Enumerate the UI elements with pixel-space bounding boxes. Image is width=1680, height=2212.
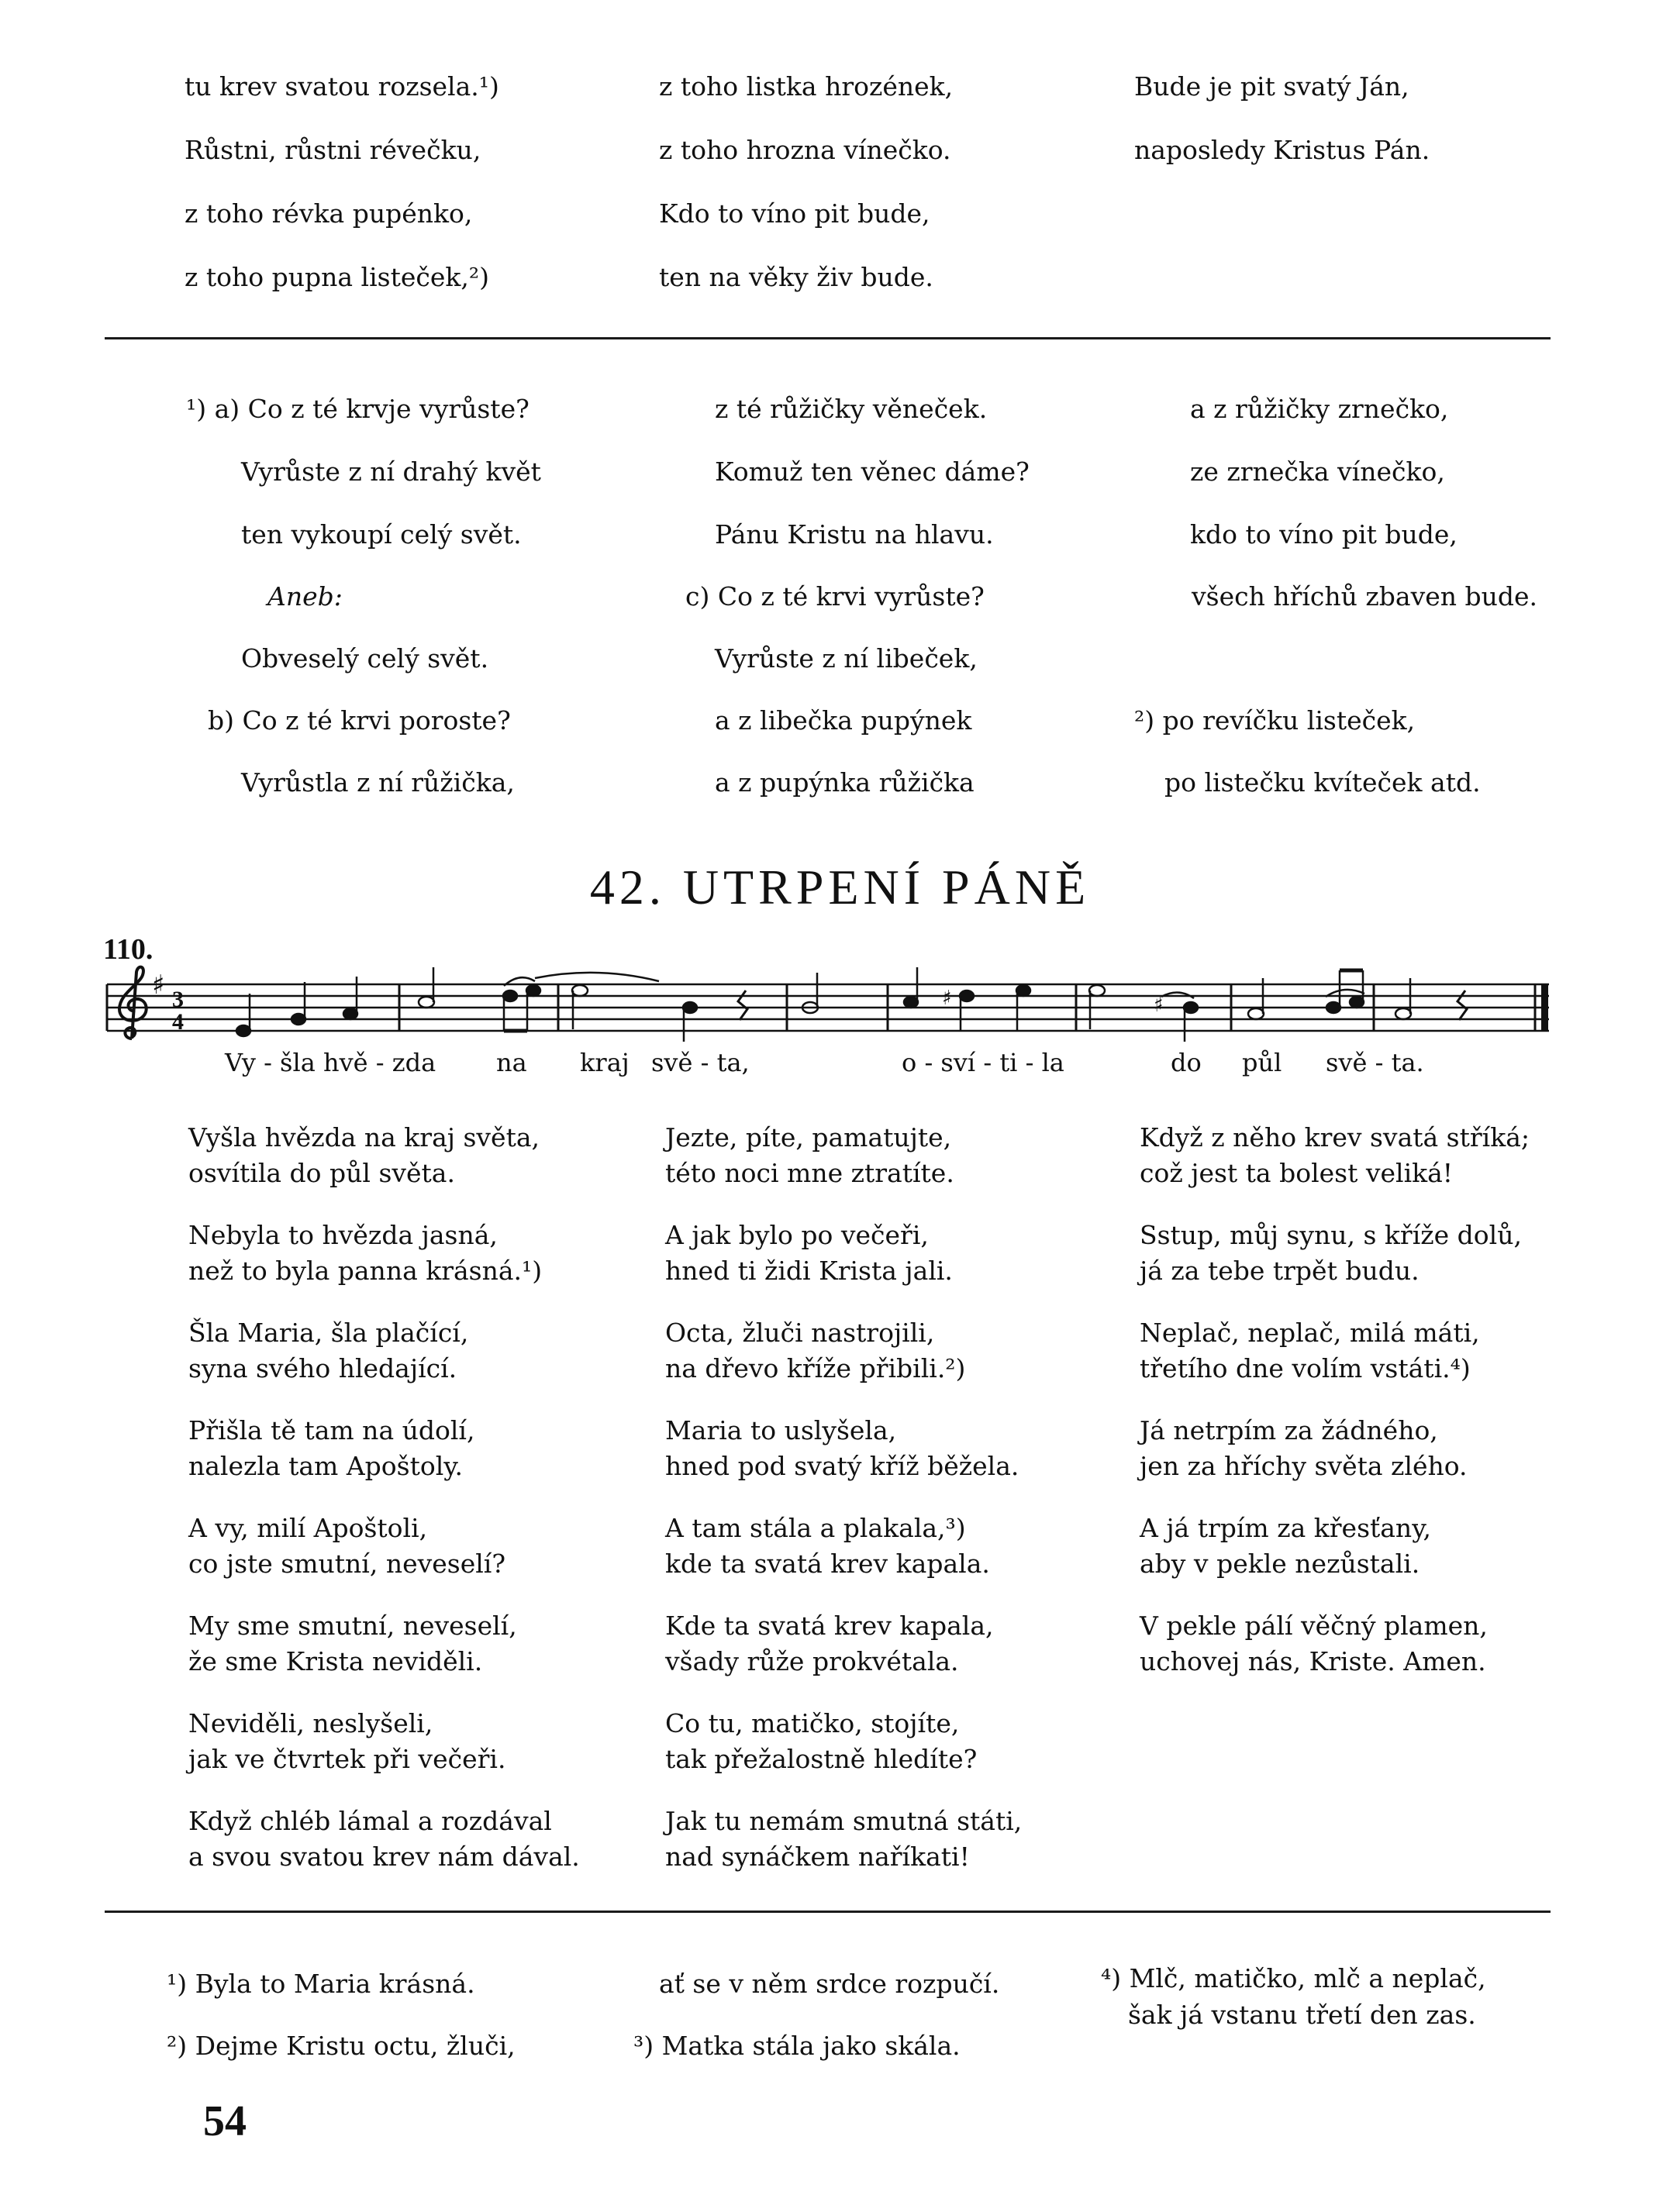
note-line: Vyrůste z ní libeček,: [715, 643, 978, 674]
stanza-line: všady růže prokvétala.: [665, 1646, 959, 1676]
note-line: b) Co z té krvi poroste?: [208, 705, 511, 736]
poem-line: Růstni, růstni révečku,: [185, 135, 481, 165]
stanza: [665, 1315, 965, 1387]
stanza-line: uchovej nás, Kriste. Amen.: [1140, 1646, 1486, 1676]
note-line: ¹) Byla to Maria krásná.: [167, 1969, 475, 1999]
divider: [105, 1911, 1551, 1913]
stanza: [188, 1413, 474, 1484]
stanza: [1140, 1608, 1488, 1680]
stanza-line: Když z něho krev svatá stříká;: [1140, 1122, 1530, 1153]
stanza: [665, 1120, 954, 1191]
stanza: [188, 1511, 505, 1582]
syllable: svě - ta,: [651, 1048, 750, 1077]
stanza-line: jak ve čtvrtek při večeři.: [188, 1744, 506, 1774]
note-line: Vyrůstla z ní růžička,: [241, 767, 515, 798]
note-line: po listečku kvíteček atd.: [1164, 767, 1481, 798]
stanza-line: nalezla tam Apoštoly.: [188, 1451, 464, 1481]
stanza-line: A tam stála a plakala,³): [665, 1513, 966, 1543]
stanza-line: V pekle pálí věčný plamen,: [1140, 1611, 1488, 1641]
sharp-icon: ♯: [152, 970, 165, 1001]
stanza: [188, 1120, 540, 1191]
poem-line: tu krev svatou rozsela.¹): [185, 71, 499, 102]
stanza: [665, 1608, 994, 1680]
note-line: ²) po revíčku listeček,: [1134, 705, 1416, 736]
syllable: kraj: [580, 1048, 630, 1077]
stanza-line: nad synáčkem naříkati!: [665, 1842, 970, 1872]
poem-line: z toho révka pupénko,: [185, 198, 473, 229]
stanza-line: Neplač, neplač, milá máti,: [1140, 1318, 1480, 1348]
stanza-line: Jezte, píte, pamatujte,: [665, 1122, 952, 1153]
syllable: o - sví - ti - la: [902, 1048, 1064, 1077]
stanza: [665, 1413, 1019, 1484]
note-line: c) Co z té krvi vyrůste?: [685, 581, 985, 612]
stanza-line: Co tu, matičko, stojíte,: [665, 1708, 960, 1738]
time-signature-top: 3: [172, 987, 184, 1012]
stanza-line: My sme smutní, neveselí,: [188, 1611, 517, 1641]
note-line: ²) Dejme Kristu octu, žluči,: [167, 2031, 516, 2061]
stanza-line: Když chléb lámal a rozdával: [188, 1806, 552, 1836]
stanza-line: třetího dne volím vstáti.⁴): [1140, 1353, 1471, 1383]
stanza-line: na dřevo kříže přibili.²): [665, 1353, 966, 1383]
song-title: 42. UTRPENÍ PÁNĚ: [589, 860, 1091, 915]
stanza: [1140, 1511, 1431, 1582]
stanza: [188, 1608, 517, 1680]
stanza-line: Sstup, můj synu, s kříže dolů,: [1140, 1220, 1522, 1250]
note-line: Pánu Kristu na hlavu.: [715, 519, 994, 550]
note-line: všech hříchů zbaven bude.: [1192, 581, 1538, 612]
syllable: do: [1171, 1048, 1202, 1077]
treble-clef-icon: [119, 967, 147, 1039]
stanza-line: jen za hříchy světa zlého.: [1140, 1451, 1468, 1481]
note-line: Komuž ten věnec dáme?: [715, 457, 1030, 487]
note-line: ten vykoupí celý svět.: [241, 519, 522, 550]
note-line: kdo to víno pit bude,: [1190, 519, 1457, 550]
stanza-line: A jak bylo po večeři,: [665, 1220, 929, 1250]
stanza: [665, 1804, 1022, 1875]
stanza-line: této noci mne ztratíte.: [665, 1158, 954, 1188]
song-number: 110.: [103, 933, 154, 966]
stanza-line: Šla Maria, šla plačící,: [188, 1318, 469, 1348]
stanza-line: že sme Krista neviděli.: [188, 1646, 483, 1676]
stanza-line: aby v pekle nezůstali.: [1140, 1549, 1420, 1579]
poem-line: z toho listka hrozének,: [659, 71, 954, 102]
note-line: šak já vstanu třetí den zas.: [1128, 2000, 1476, 2030]
stanza-line: Přišla tě tam na údolí,: [188, 1415, 475, 1445]
note-line: ze zrnečka vínečko,: [1190, 457, 1445, 487]
stanza-line: a svou svatou krev nám dával.: [188, 1842, 580, 1872]
stanza: [188, 1804, 580, 1875]
sharp-icon: ♯: [1154, 994, 1164, 1017]
note-line: a z pupýnka růžička: [715, 767, 975, 798]
stanza-line: A já trpím za křesťany,: [1140, 1513, 1431, 1543]
divider: [105, 337, 1551, 339]
stanza: [1140, 1413, 1468, 1484]
syllable: svě - ta.: [1326, 1048, 1424, 1077]
stanza: [188, 1218, 542, 1289]
stanza: [1140, 1315, 1480, 1387]
note-line: ⁴) Mlč, matičko, mlč a neplač,: [1101, 1963, 1486, 1993]
note-line: ¹) a) Co z té krvje vyrůste?: [186, 394, 530, 424]
note-line: ať se v něm srdce rozpučí.: [659, 1969, 1000, 1999]
stanza-line: což jest ta bolest veliká!: [1140, 1158, 1454, 1188]
stanza-line: Jak tu nemám smutná státi,: [665, 1806, 1023, 1836]
note-line: a z libečka pupýnek: [715, 705, 972, 736]
syllable: na: [496, 1048, 527, 1077]
stanza: [188, 1315, 468, 1387]
time-signature-bottom: 4: [172, 1009, 184, 1035]
poem-line: Kdo to víno pit bude,: [659, 198, 930, 229]
syllable: půl: [1242, 1048, 1282, 1077]
stanza: [665, 1706, 977, 1777]
stanza-line: A vy, milí Apoštoli,: [188, 1513, 428, 1543]
page-number: 54: [203, 2097, 247, 2145]
syllable: Vy - šla hvě - zda: [225, 1048, 436, 1077]
stanza-line: tak přežalostně hledíte?: [665, 1744, 978, 1774]
note-line: z té růžičky věneček.: [715, 394, 988, 424]
stanza-line: Octa, žluči nastrojili,: [665, 1318, 935, 1348]
stanza-line: hned pod svatý kříž běžela.: [665, 1451, 1019, 1481]
stanza-line: hned ti židi Krista jali.: [665, 1256, 953, 1286]
stanza-line: Kde ta svatá krev kapala,: [665, 1611, 994, 1641]
poem-line: z toho pupna listeček,²): [185, 262, 489, 292]
sharp-icon: ♯: [942, 987, 952, 1010]
note-line: Aneb:: [267, 581, 343, 612]
stanza-line: syna svého hledající.: [188, 1353, 457, 1383]
stanza: [1140, 1218, 1522, 1289]
note-line: Vyrůste z ní drahý květ: [241, 457, 541, 487]
stanza-line: Nebyla to hvězda jasná,: [188, 1220, 498, 1250]
stanza-line: Vyšla hvězda na kraj světa,: [188, 1122, 540, 1153]
poem-line: naposledy Kristus Pán.: [1134, 135, 1430, 165]
stanza-line: Maria to uslyšela,: [665, 1415, 897, 1445]
stanza-line: osvítila do půl světa.: [188, 1158, 455, 1188]
note-line: a z růžičky zrnečko,: [1190, 394, 1449, 424]
stanza: [665, 1511, 990, 1582]
poem-line: Bude je pit svatý Ján,: [1134, 71, 1409, 102]
note-line: Obveselý celý svět.: [241, 643, 489, 674]
stanza-line: kde ta svatá krev kapala.: [665, 1549, 990, 1579]
stanza-line: co jste smutní, neveselí?: [188, 1549, 506, 1579]
stanza: [1140, 1120, 1530, 1191]
stanza: [665, 1218, 953, 1289]
music-staff: [101, 961, 1558, 1046]
note-line: ³) Matka stála jako skála.: [633, 2031, 961, 2061]
stanza-line: Neviděli, neslyšeli,: [188, 1708, 433, 1738]
stanza: [188, 1706, 505, 1777]
stanza-line: Já netrpím za žádného,: [1140, 1415, 1438, 1445]
stanza-line: já za tebe trpět budu.: [1140, 1256, 1420, 1286]
poem-line: z toho hrozna vínečko.: [659, 135, 951, 165]
stanza-line: než to byla panna krásná.¹): [188, 1256, 543, 1286]
poem-line: ten na věky živ bude.: [659, 262, 933, 292]
